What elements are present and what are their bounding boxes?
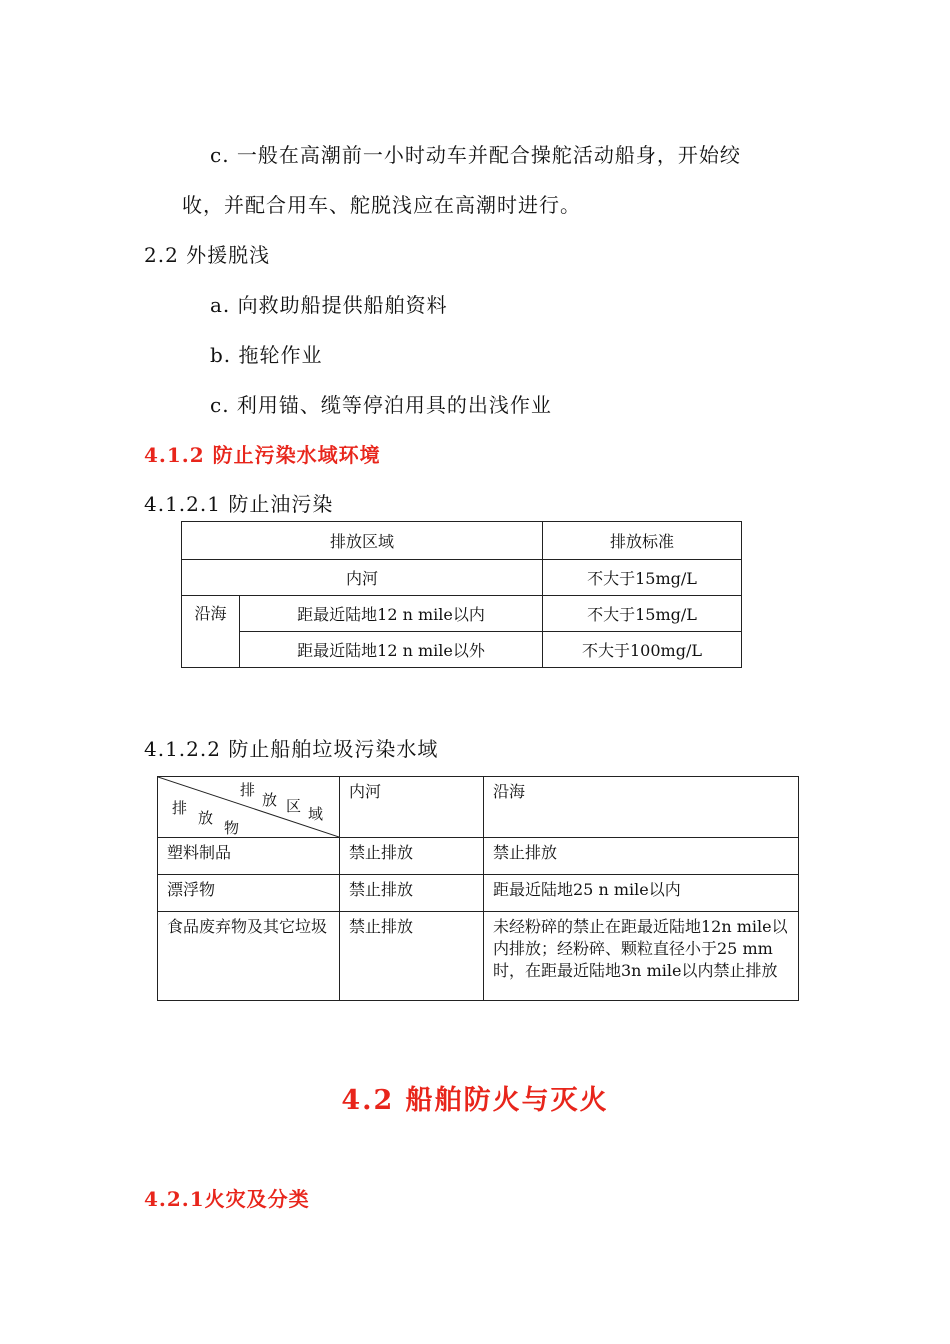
table-cell: 禁止排放 (340, 838, 484, 875)
table-cell: 距最近陆地12 n mile以外 (240, 632, 543, 668)
para-c-line1: c. 一般在高潮前一小时动车并配合操舵活动船身，开始绞 (210, 143, 741, 167)
table-header-cell: 排放标准 (543, 522, 742, 560)
table-header-cell: 排放区域 (182, 522, 543, 560)
table-cell: 禁止排放 (340, 875, 484, 912)
table-header-cell: 内河 (340, 777, 484, 838)
oil-discharge-table (181, 521, 742, 668)
table-cell: 食品废弃物及其它垃圾 (158, 912, 340, 1001)
section-2-2-item-c: c. 利用锚、缆等停泊用具的出浅作业 (210, 393, 552, 417)
section-2-2-item-a: a. 向救助船提供船舶资料 (210, 293, 448, 317)
diagonal-header-cell (158, 777, 340, 838)
table-cell: 距最近陆地12 n mile以内 (240, 596, 543, 632)
heading-4-1-2-1: 4.1.2.1 防止油污染 (144, 492, 334, 516)
diag-bottom-char: 排 (172, 799, 188, 817)
table-row (182, 560, 742, 596)
table-cell: 沿海 (182, 596, 240, 668)
table-row (158, 875, 799, 912)
table-row (158, 777, 799, 838)
table-row (182, 522, 742, 560)
table-row (182, 596, 742, 632)
table-header-cell: 沿海 (484, 777, 799, 838)
heading-4-2-1: 4.2.1火灾及分类 (144, 1187, 310, 1211)
diag-top-char: 区 (286, 797, 302, 815)
table-cell: 禁止排放 (484, 838, 799, 875)
garbage-discharge-table (157, 776, 799, 1001)
table-cell: 内河 (182, 560, 543, 596)
heading-4-1-2: 4.1.2 防止污染水域环境 (144, 443, 381, 467)
diag-top-char: 放 (262, 791, 278, 809)
para-c-line2: 收，并配合用车、舵脱浅应在高潮时进行。 (182, 193, 581, 217)
table-row (158, 838, 799, 875)
table-cell: 不大于100mg/L (543, 632, 742, 668)
diag-top-char: 域 (308, 805, 324, 823)
diag-top-char: 排 (240, 781, 256, 799)
table-cell: 距最近陆地25 n mile以内 (484, 875, 799, 912)
diag-bottom-char: 放 (198, 809, 214, 827)
heading-4-2: 4.2 船舶防火与灭火 (341, 1085, 609, 1116)
table-cell: 塑料制品 (158, 838, 340, 875)
heading-4-1-2-2: 4.1.2.2 防止船舶垃圾污染水域 (144, 737, 439, 761)
table-cell: 不大于15mg/L (543, 596, 742, 632)
table-row (158, 912, 799, 1001)
diag-bottom-char: 物 (224, 819, 240, 837)
table-cell: 漂浮物 (158, 875, 340, 912)
section-2-2-item-b: b. 拖轮作业 (210, 343, 323, 367)
section-2-2-title: 2.2 外援脱浅 (144, 243, 271, 267)
table-cell: 未经粉碎的禁止在距最近陆地12n mile以内排放；经粉碎、颗粒直径小于25 mm时，在距最近陆地3n mile以内禁止排放 (484, 912, 799, 1001)
table-cell: 禁止排放 (340, 912, 484, 1001)
table-row (182, 632, 742, 668)
table-cell: 不大于15mg/L (543, 560, 742, 596)
